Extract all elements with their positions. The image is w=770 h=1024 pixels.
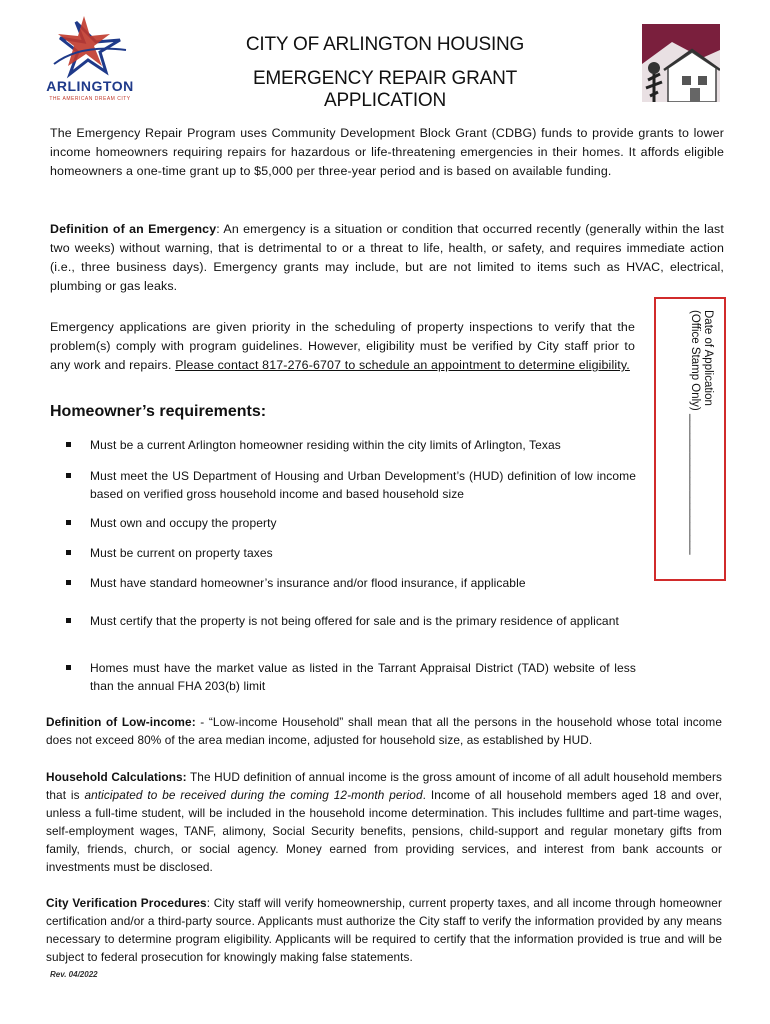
arlington-star-logo — [40, 14, 140, 106]
emergency-definition-label: Definition of an Emergency — [50, 222, 217, 236]
logo-wordmark: ARLINGTON — [46, 78, 134, 94]
list-item-text: Must be current on property taxes — [90, 546, 273, 560]
household-text-b: . Income of all household members aged 18 and over, unless a full-time student, will be included in the household income determination. This includes fulltime and part-time wages, self-employment wages, TANF, alimony, Social Security benefits, pensions, child-support and regular monetary gifts from family, friends, church, or social agency. Money earned from providing services, and interest from bank accounts or investments must be disclosed. — [46, 788, 722, 874]
list-item — [66, 467, 636, 503]
revision-label: Rev. 04/2022 — [50, 970, 98, 979]
low-income-definition — [46, 713, 722, 749]
verification-procedures — [46, 894, 722, 966]
bullet-icon — [66, 580, 71, 585]
low-income-label: Definition of Low-income: — [46, 715, 196, 729]
list-item — [66, 436, 636, 454]
star-icon — [40, 14, 140, 80]
verification-label: City Verification Procedures — [46, 896, 207, 910]
household-calculations — [46, 768, 722, 876]
office-stamp-label — [688, 310, 714, 572]
household-text-italic: anticipated to be received during the coming 12-month period — [84, 788, 423, 802]
requirements-heading: Homeowner’s requirements: — [50, 403, 267, 420]
house-icon — [642, 24, 720, 102]
bullet-icon — [66, 520, 71, 525]
list-item-text: Homes must have the market value as listed in the Tarrant Appraisal District (TAD) website of less than the annual FHA 203(b) limit — [90, 661, 636, 693]
list-item-text: Must certify that the property is not being offered for sale and is the primary residence of applicant — [90, 614, 619, 628]
logo-tagline: THE AMERICAN DREAM CITY — [49, 96, 131, 102]
list-item — [66, 514, 636, 532]
house-logo — [642, 24, 720, 102]
household-text-a: The HUD definition of annual income is the gross amount of income of all adult household members that is — [46, 770, 722, 802]
low-income-text: - “Low-income Household” shall mean that all the persons in the household whose total income does not exceed 80% of the area median income, adjusted for household size, as established by HUD. — [46, 715, 722, 747]
bullet-icon — [66, 665, 71, 670]
list-item — [66, 659, 636, 695]
page-title-line1: CITY OF ARLINGTON HOUSING — [245, 34, 525, 55]
list-item — [66, 574, 636, 592]
priority-text: Emergency applications are given priority in the scheduling of property inspections to verify that the problem(s) comply with program guidelines. However, eligibility must be verified by City staff prior to any work and repairs. — [50, 320, 635, 372]
bullet-icon — [66, 473, 71, 478]
list-item-text: Must own and occupy the property — [90, 516, 277, 530]
contact-link[interactable]: Please contact 817-276-6707 to schedule an appointment to determine eligibility. — [175, 358, 630, 372]
list-item — [66, 544, 636, 562]
priority-paragraph — [50, 318, 635, 375]
list-item-text: Must meet the US Department of Housing and Urban Development’s (HUD) definition of low income based on verified gross household income and based household size — [90, 469, 636, 501]
emergency-definition — [50, 220, 724, 296]
page-title-line2: EMERGENCY REPAIR GRANT APPLICATION — [252, 68, 518, 111]
household-label: Household Calculations: — [46, 770, 187, 784]
bullet-icon — [66, 618, 71, 623]
stamp-line1: Date of Application — [702, 310, 714, 406]
stamp-line2: (Office Stamp Only) ______________________ — [689, 310, 701, 555]
intro-paragraph: The Emergency Repair Program uses Community Development Block Grant (CDBG) funds to provide grants to lower income homeowners requiring repairs for hazardous or life-threatening emergencies in their homes. It affords eligible homeowners a one-time grant up to $5,000 per three-year period and is based on available funding. — [50, 126, 724, 178]
list-item-text: Must have standard homeowner’s insurance and/or flood insurance, if applicable — [90, 576, 526, 590]
emergency-definition-text: : An emergency is a situation or condition that occurred recently (generally within the last two weeks) without warning, that is detrimental to or a threat to life, health, or safety, and requires immediate action (i.e., three business days). Emergency grants may include, but are not limited to items such as HVAC, electrical, plumbing or gas leaks. — [50, 222, 724, 293]
bullet-icon — [66, 550, 71, 555]
bullet-icon — [66, 442, 71, 447]
verification-text: : City staff will verify homeownership, current property taxes, and all income through homeowner certification and/or a third-party source. Applicants must authorize the City staff to verify the information provided by any means necessary to determine program eligibility. Applicants will be required to certify that the information provided is true and will be subject to federal prosecution for knowingly making false statements. — [46, 896, 722, 964]
list-item — [66, 612, 636, 630]
list-item-text: Must be a current Arlington homeowner residing within the city limits of Arlington, Texas — [90, 438, 561, 452]
